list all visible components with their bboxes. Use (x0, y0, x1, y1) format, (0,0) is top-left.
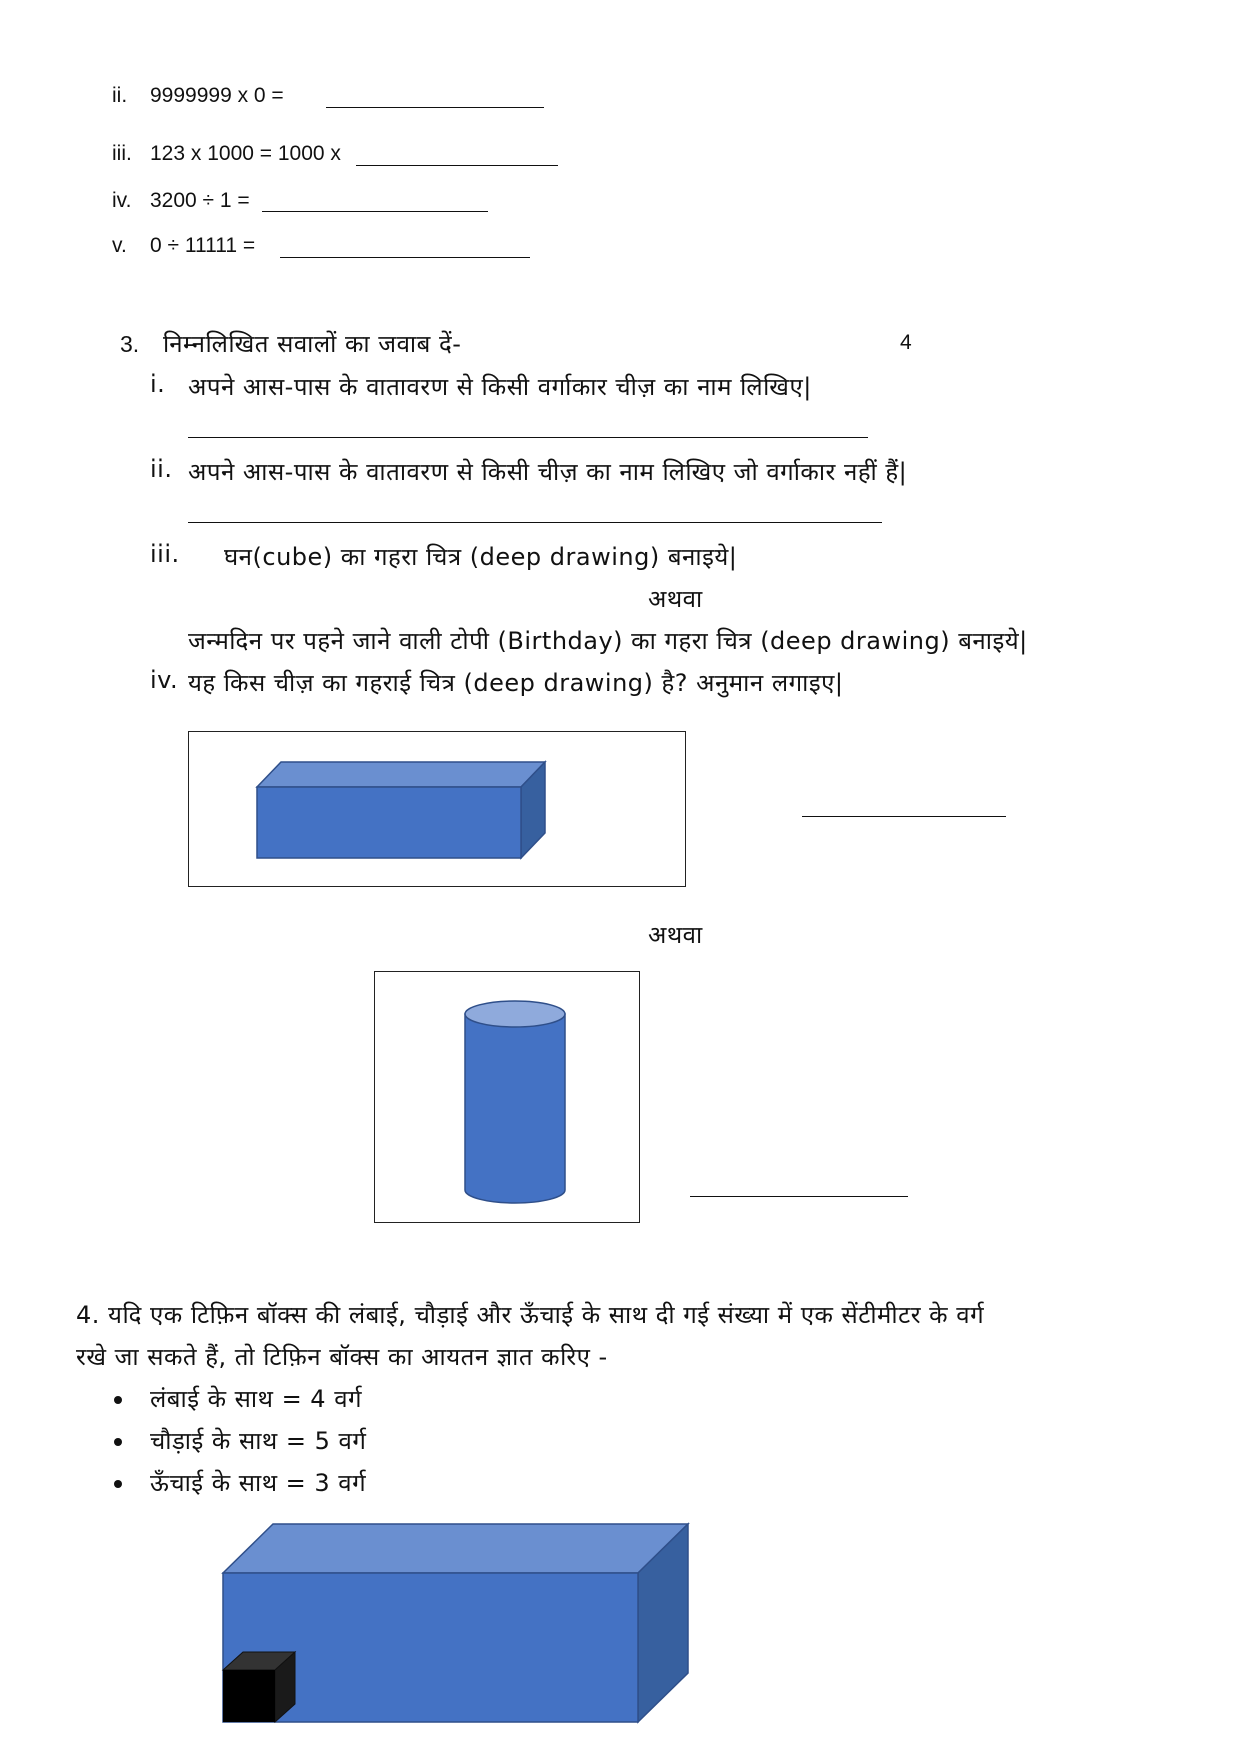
sub-question-text: अपने आस-पास के वातावरण से किसी वर्गाकार चीज़ का नाम लिखिए| (188, 373, 812, 401)
q2-item-expression: 0 ÷ 11111 = (150, 234, 256, 257)
sub-question-number: iii. (150, 540, 180, 568)
q2-item-expression: 9999999 x 0 = (150, 84, 284, 107)
tiffin-box-top-face (223, 1524, 688, 1573)
sub-question-number: i. (150, 370, 166, 398)
q2-item-expression: 3200 ÷ 1 = (150, 189, 250, 212)
sub-question-number: ii. (150, 455, 173, 483)
list-item: लंबाई के साथ = 4 वर्ग (150, 1385, 363, 1413)
question-4-line-2: रखे जा सकते हैं, तो टिफ़िन बॉक्स का आयतन ज्ञात करिए - (76, 1343, 608, 1371)
or-label: अथवा (648, 921, 703, 949)
question-number: 3. (120, 331, 140, 357)
q2-item-expression: 123 x 1000 = 1000 x (150, 142, 341, 165)
unit-cube-front (223, 1670, 275, 1722)
sub-question-text: घन(cube) का गहरा चित्र (deep drawing) बनाइये| (224, 543, 738, 571)
sub-question-alt-text: जन्मदिन पर पहने जाने वाली टोपी (Birthday) का गहरा चित्र (deep drawing) बनाइये| (188, 627, 1028, 655)
question-4-line-1: 4. यदि एक टिफ़िन बॉक्स की लंबाई, चौड़ाई और ऊँचाई के साथ दी गई संख्या में एक सेंटीमीटर के वर्ग (76, 1301, 985, 1329)
q2-item-number: iv. (112, 189, 132, 212)
sub-question-text: यह किस चीज़ का गहराई चित्र (deep drawing) है? अनुमान लगाइए| (188, 669, 844, 697)
q2-item-number: v. (112, 234, 127, 257)
question-heading: निम्नलिखित सवालों का जवाब दें- (163, 330, 462, 358)
q2-item-number: ii. (112, 84, 128, 107)
sub-question-text: अपने आस-पास के वातावरण से किसी चीज़ का नाम लिखिए जो वर्गाकार नहीं हैं| (188, 458, 908, 486)
list-item: ऊँचाई के साथ = 3 वर्ग (150, 1469, 367, 1497)
list-item: चौड़ाई के साथ = 5 वर्ग (150, 1427, 367, 1455)
q2-item-number: iii. (112, 142, 132, 165)
sub-question-number: iv. (150, 666, 179, 694)
question-marks: 4 (900, 331, 912, 354)
or-label: अथवा (648, 585, 703, 613)
